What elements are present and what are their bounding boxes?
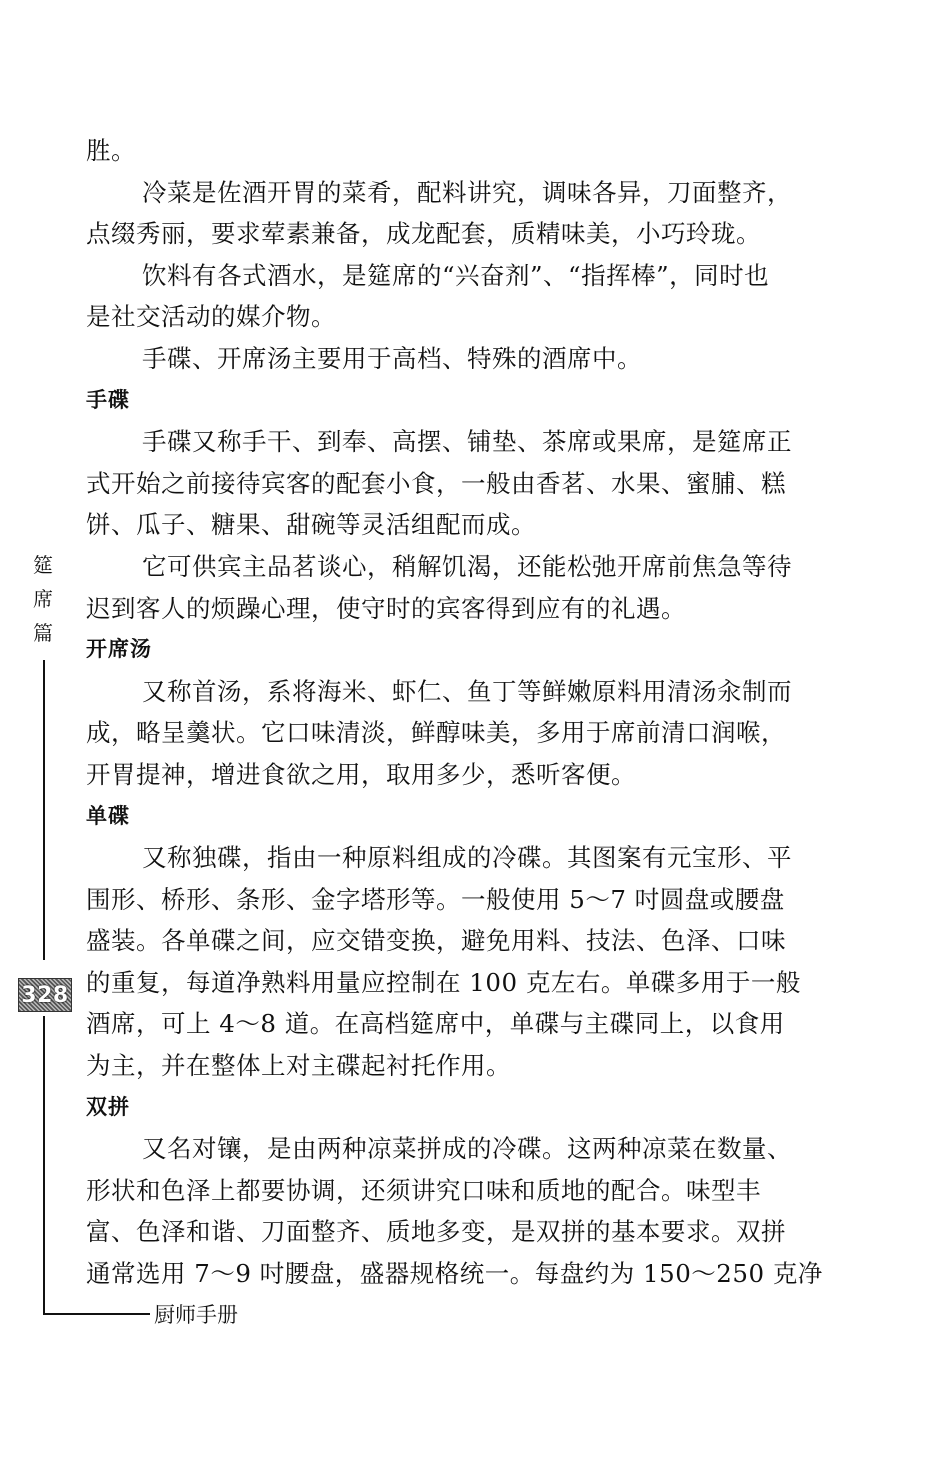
paragraph-line: 成，略呈羹状。它口味清淡，鲜醇味美，多用于席前清口润喉， [86, 718, 786, 748]
paragraph-first-line: 又称独碟，指由一种原料组成的冷碟。其图案有元宝形、平 [142, 843, 792, 873]
section-heading: 开席汤 [86, 637, 152, 662]
paragraph-line: 为主，并在整体上对主碟起衬托作用。 [86, 1051, 511, 1081]
paragraph-line: 形状和色泽上都要协调，还须讲究口味和质地的配合。味型丰 [86, 1175, 761, 1205]
paragraph-first-line: 又名对镶，是由两种凉菜拼成的冷碟。这两种凉菜在数量、 [142, 1134, 792, 1164]
paragraph-line: 盛装。各单碟之间，应交错变换，避免用料、技法、色泽、口味 [86, 926, 786, 956]
paragraph-line: 开胃提神，增进食欲之用，取用多少，悉听客便。 [86, 759, 636, 789]
paragraph-line: 的重复，每道净熟料用量应控制在 100 克左右。单碟多用于一般 [86, 967, 801, 997]
paragraph-first-line: 手碟、开席汤主要用于高档、特殊的酒席中。 [142, 343, 642, 373]
side-label-char: 席 [33, 587, 53, 611]
section-heading: 双拼 [86, 1094, 130, 1119]
paragraph-line: 酒席，可上 4～8 道。在高档筵席中，单碟与主碟同上，以食用 [86, 1009, 785, 1039]
paragraph-first-line: 手碟又称手干、到奉、高摆、铺垫、茶席或果席，是筵席正 [142, 427, 792, 457]
section-heading: 单碟 [86, 803, 130, 828]
paragraph-first-line: 冷菜是佐酒开胃的菜肴，配料讲究，调味各异，刀面整齐， [142, 177, 792, 207]
paragraph-line: 迟到客人的烦躁心理，使守时的宾客得到应有的礼遇。 [86, 593, 686, 623]
footer-book-title: 厨师手册 [154, 1303, 238, 1327]
margin-rule-bottom [43, 1016, 45, 1314]
paragraph-line: 通常选用 7～9 吋腰盘，盛器规格统一。每盘约为 150～250 克净 [86, 1259, 823, 1289]
paragraph-line: 富、色泽和谐、刀面整齐、质地多变，是双拼的基本要求。双拼 [86, 1217, 786, 1247]
page-number-badge: 328 [18, 978, 72, 1012]
footer-rule [43, 1313, 150, 1315]
section-heading: 手碟 [86, 387, 130, 412]
paragraph-line: 是社交活动的媒介物。 [86, 302, 336, 332]
side-section-label [28, 548, 58, 650]
paragraph-line: 围形、桥形、条形、金字塔形等。一般使用 5～7 吋圆盘或腰盘 [86, 884, 785, 914]
page-body-text [86, 130, 870, 1295]
side-label-char: 筵 [33, 553, 53, 577]
paragraph-line: 点缀秀丽，要求荤素兼备，成龙配套，质精味美，小巧玲珑。 [86, 219, 761, 249]
paragraph-first-line: 又称首汤，系将海米、虾仁、鱼丁等鲜嫩原料用清汤汆制而 [142, 676, 792, 706]
paragraph-line: 式开始之前接待宾客的配套小食，一般由香茗、水果、蜜脯、糕 [86, 468, 786, 498]
side-label-char: 篇 [33, 621, 53, 645]
paragraph-first-line: 饮料有各式酒水，是筵席的“兴奋剂”、“指挥棒”，同时也 [142, 260, 770, 290]
margin-rule-top [43, 660, 45, 960]
paragraph-line: 胜。 [86, 136, 136, 165]
paragraph-line: 饼、瓜子、糖果、甜碗等灵活组配而成。 [86, 510, 536, 540]
paragraph-first-line: 它可供宾主品茗谈心，稍解饥渴，还能松弛开席前焦急等待 [142, 551, 792, 581]
